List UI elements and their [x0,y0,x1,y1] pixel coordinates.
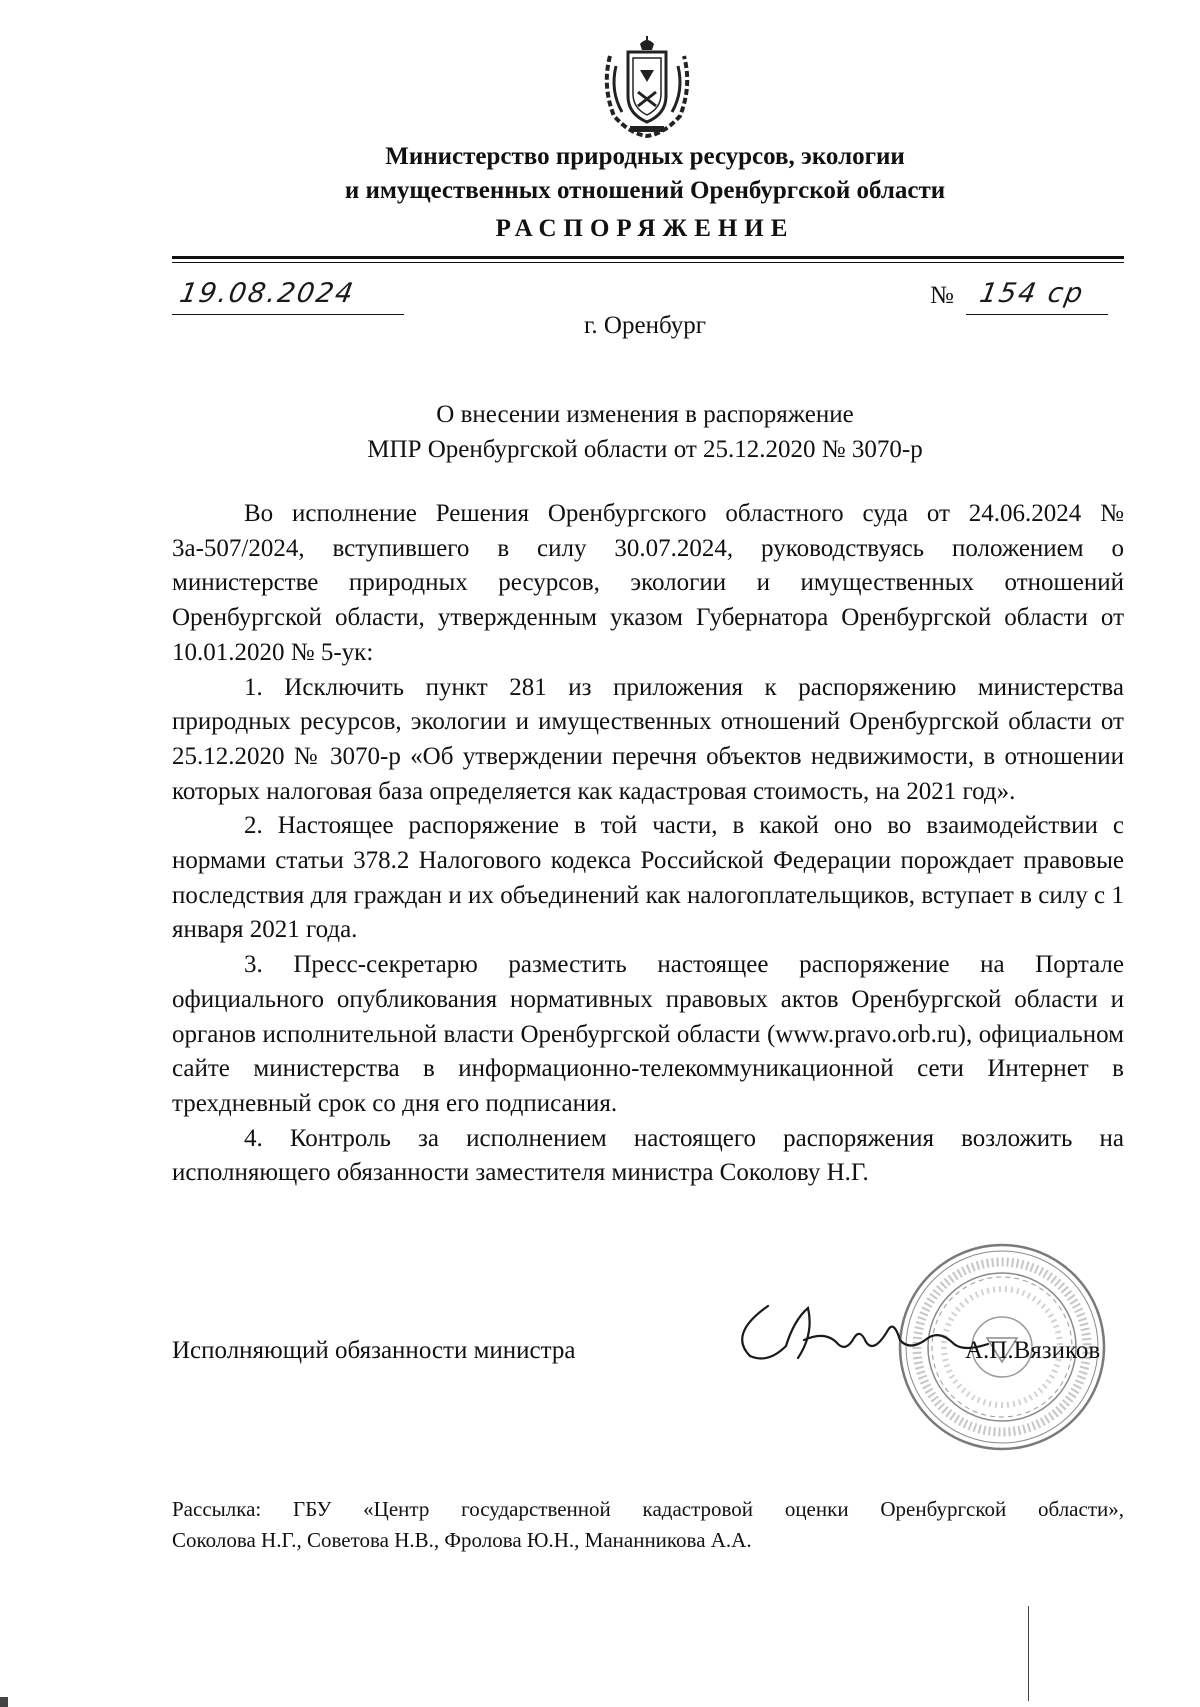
number-field [966,278,1108,315]
item-2-paragraph: 2. Настоящее распоряжение в той части, в какой оно во взаимодействии с нормами статьи 378.2 Налогового кодекса Российской Федерации порождает правовые последствия для граждан и их объединений как налогоплательщиков, вступает в силу с 1 января 2021 года. [172,812,1124,944]
item-4-paragraph: 4. Контроль за исполнением настоящего распоряжения возложить на исполняющего обязанности заместителя министра Соколову Н.Г. [172,1124,1124,1187]
distribution-line-1: Рассылка: ГБУ «Центр государственной кадастровой оценки Оренбургской области», [172,1497,1124,1521]
date-field [172,278,404,315]
city: г. Оренбург [584,312,706,339]
document-body [172,497,1124,1191]
header-rule-thick [172,256,1124,259]
preamble-paragraph: Во исполнение Решения Оренбургского областного суда от 24.06.2024 № 3а-507/2024, вступившего в силу 30.07.2024, руководствуясь положением о министерстве природных ресурсов, экологии и имущественных отношений Оренбургской области, утвержденным указом Губернатора Оренбургской области от 10.01.2020 № 5-ук: [172,500,1124,666]
subject-line-2: МПР Оренбургской области от 25.12.2020 № 3070-р [367,436,923,463]
organization-line-2: и имущественных отношений Оренбургской области [344,177,946,204]
distribution-list [172,1494,1124,1556]
item-3-paragraph: 3. Пресс-секретарю разместить настоящее распоряжение на Портале официального опубликования нормативных правовых актов Оренбургской области и органов исполнительной власти Оренбургской области (www.pravo.orb.ru), официальном сайте министерства в информационно-телекоммуникационной сети Интернет в трехдневный срок со дня его подписания. [172,951,1124,1117]
signer-position: Исполняющий обязанности министра [172,1337,576,1364]
handwritten-signature-icon [728,1294,998,1374]
distribution-line-2: Соколова Н.Г., Советова Н.В., Фролова Ю.Н., Мананникова А.А. [172,1528,752,1552]
subject-line-1: О внесении изменения в распоряжение [436,401,854,428]
number-label: № [930,282,954,309]
signer-name: А.П.Вязиков [965,1337,1101,1364]
organization-line-1: Министерство природных ресурсов, экологии [385,143,905,170]
document-date: 19.08.2024 [177,278,358,309]
item-1-paragraph: 1. Исключить пункт 281 из приложения к распоряжению министерства природных ресурсов, экологии и имущественных отношений Оренбургской области от 25.12.2020 № 3070-р «Об утверждении перечня объектов недвижимости, в отношении которых налоговая база определяется как кадастровая стоимость, на 2021 год». [172,673,1124,805]
document-number: 154 ср [977,278,1087,309]
organization-name [160,140,1130,208]
document-subject [160,397,1130,467]
coat-of-arms-icon [600,36,694,140]
scan-artifact-line [1028,1606,1029,1701]
document-type: РАСПОРЯЖЕНИЕ [495,215,795,242]
scan-corner-mark [0,1697,8,1707]
header-rule-thin [172,262,1124,263]
